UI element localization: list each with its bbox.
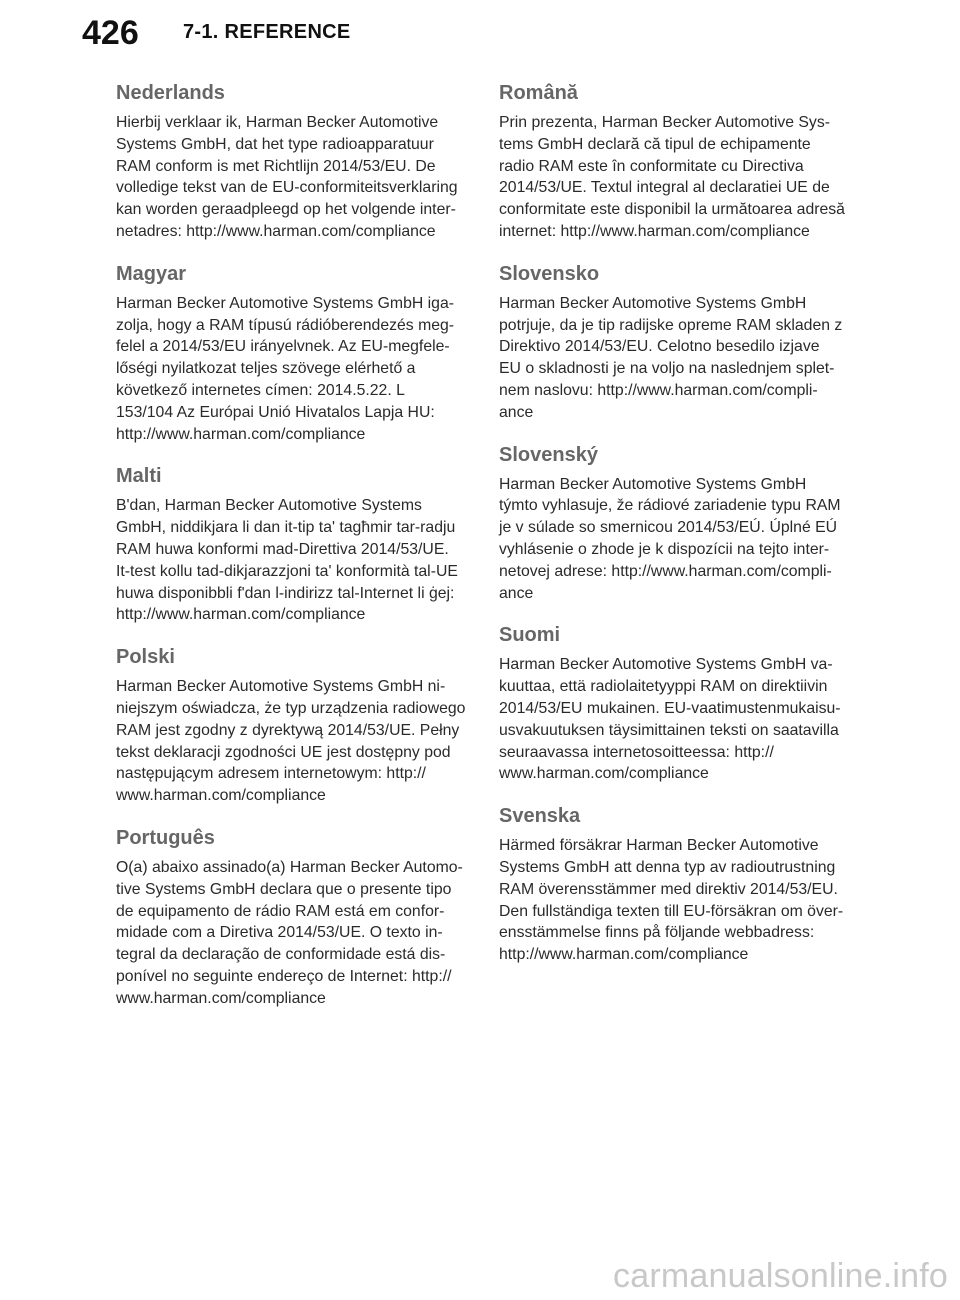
section-malti <box>116 461 466 626</box>
section-body: B'dan, Harman Becker Automotive Systems GmbH, niddikjara li dan it-tip ta' tagħmir tar-radju RAM huwa konformi mad-Direttiva 2014/53/UE. It-test kollu tad-dikjarazzjoni ta' konformità tal-UE huwa disponibbli f'dan l-indirizz tal-Internet li ġej: http://www.harman.com/compliance <box>116 497 458 624</box>
section-heading: Suomi <box>499 624 561 647</box>
section-polski <box>116 642 466 807</box>
left-column <box>116 78 466 1026</box>
section-body: Harman Becker Automotive Systems GmbH potrjuje, da je tip radijske opreme RAM skladen z Direktivo 2014/53/EU. Celotno besedilo izjave EU o skladnosti je na voljo na naslednjem splet- nem naslovu: http://www.harman.com/compli- ance <box>499 294 843 421</box>
section-suomi <box>499 620 849 785</box>
section-heading: Português <box>116 826 215 849</box>
section-body: Harman Becker Automotive Systems GmbH týmto vyhlasuje, že rádiové zariadenie typu RAM je v súlade so smernicou 2014/53/EÚ. Úplné EÚ vyhlásenie o zhode je k dispozícii na tejto inter- netovej adrese: http://www.harman.com/compli- ance <box>499 475 841 602</box>
section-body: Harman Becker Automotive Systems GmbH ni- niejszym oświadcza, że typ urządzenia radiowego RAM jest zgodny z dyrektywą 2014/53/UE. Pełny tekst deklaracji zgodności UE jest dostępny pod następującym adresem internetowym: http:// www.harman.com/compliance <box>116 678 466 805</box>
watermark: carmanualsonline.info <box>613 1257 948 1295</box>
section-body: Hierbij verklaar ik, Harman Becker Automotive Systems GmbH, dat het type radioapparatuur RAM conform is met Richtlijn 2014/53/EU. De volledige tekst van de EU-conformiteitsverklaring kan worden geraadpleegd op het volgende inter- netadres: http://www.harman.com/compliance <box>116 114 458 240</box>
section-heading: Malti <box>116 465 162 488</box>
section-heading: Magyar <box>116 262 187 285</box>
section-heading: Polski <box>116 646 175 669</box>
section-heading: Slovenský <box>499 443 598 466</box>
section-body: Harman Becker Automotive Systems GmbH iga- zolja, hogy a RAM típusú rádióberendezés meg- felel a 2014/53/EU irányelvnek. Az EU-megfele- lőségi nyilatkozat teljes szövege elérhető a következő internetes címen: 2014.5.22. L 153/104 Az Európai Unió Hivatalos Lapja HU: http://www.harman.com/compliance <box>116 294 455 443</box>
section-body: O(a) abaixo assinado(a) Harman Becker Automo- tive Systems GmbH declara que o presente tipo de equipamento de rádio RAM está em confor- midade com a Diretiva 2014/53/UE. O texto in- tegral da declaração de conformidade está dis- ponível no seguinte endereço de Internet: http:// www.harman.com/compliance <box>116 858 463 1007</box>
section-magyar <box>116 259 466 446</box>
section-body: Härmed försäkrar Harman Becker Automotive Systems GmbH att denna typ av radioutrustning RAM överensstämmer med direktiv 2014/53/EU. Den fullständiga texten till EU-försäkran om över- ensstämmelse finns på följande webbadress: http://www.harman.com/compliance <box>499 837 844 964</box>
section-portugues <box>116 823 466 1010</box>
section-romana <box>499 78 849 243</box>
section-heading: Svenska <box>499 805 581 828</box>
section-body: Harman Becker Automotive Systems GmbH va- kuuttaa, että radiolaitetyyppi RAM on direktiivin 2014/53/EU mukainen. EU-vaatimustenmukaisu- usvakuutuksen täysimittainen teksti on saatavilla seuraavassa internetosoitteessa: http:// www.harman.com/compliance <box>499 656 841 783</box>
section-body: Prin prezenta, Harman Becker Automotive Sys- tems GmbH declară că tipul de echipamente radio RAM este în conformitate cu Directiva 2014/53/UE. Textul integral al declaratiei UE de conformitate este disponibil la următoarea adresă internet: http://www.harman.com/compliance <box>499 114 845 240</box>
section-slovensky <box>499 440 849 605</box>
page-number: 426 <box>82 14 139 52</box>
right-column <box>499 78 849 982</box>
chapter-title: 7-1. REFERENCE <box>183 21 351 43</box>
page-header <box>0 0 960 66</box>
section-nederlands <box>116 78 466 243</box>
section-slovensko <box>499 259 849 424</box>
section-svenska <box>499 801 849 966</box>
section-heading: Nederlands <box>116 82 225 104</box>
section-heading: Română <box>499 82 578 104</box>
section-heading: Slovensko <box>499 262 600 285</box>
